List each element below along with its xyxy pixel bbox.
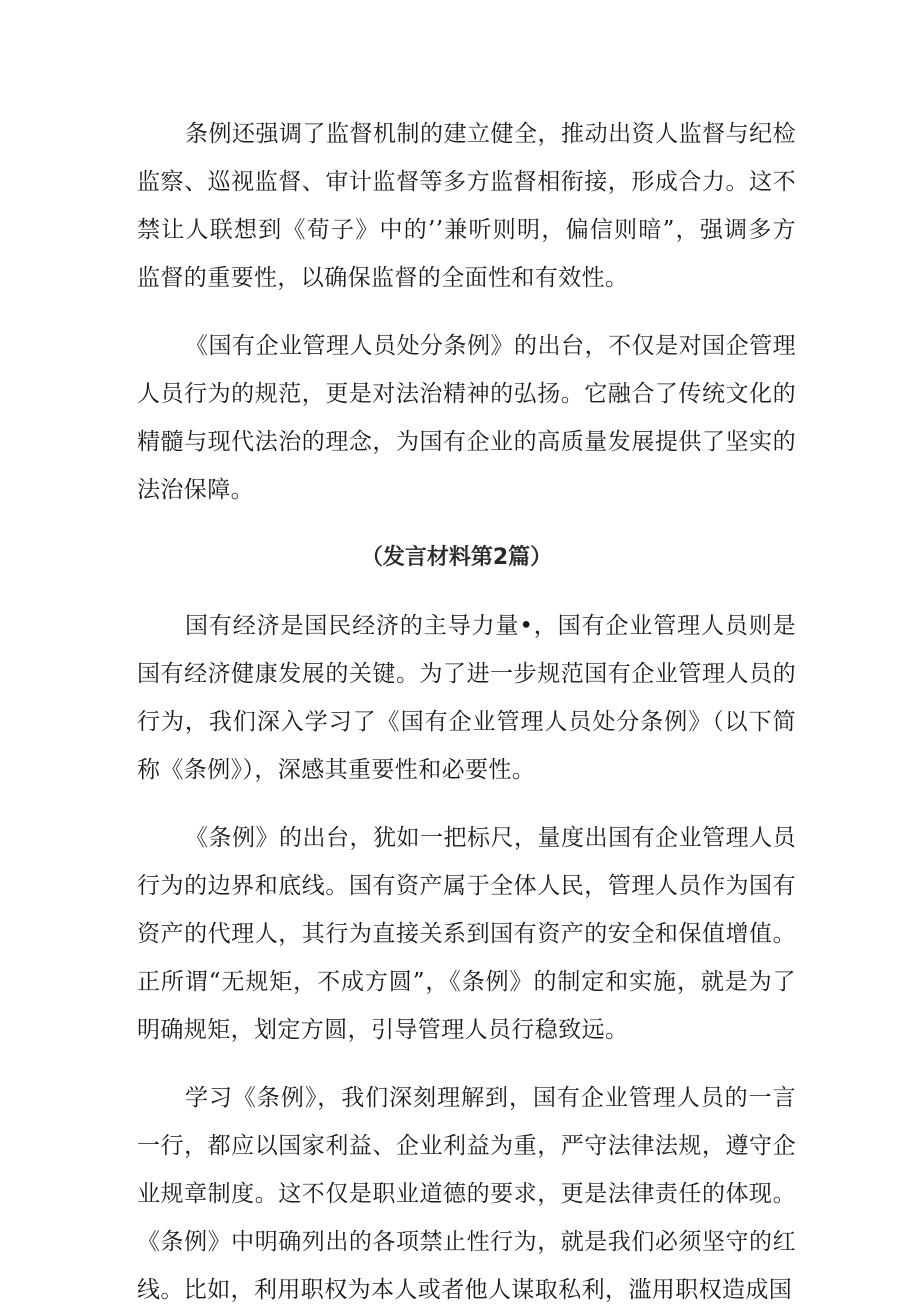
section-heading: （发言材料第2篇） [360, 545, 553, 570]
paragraph-supervision-mechanism: 条例还强调了监督机制的建立健全，推动出资人监督与纪检监察、巡视监督、审计监督等多方监督相衔接，形成合力。这不禁让人联想到《荀子》中的’’兼听则明，偏信则暗”，强调多方监督的重要性，以确保监督的全面性和有效性。 [137, 121, 796, 291]
paragraph-gap [137, 514, 796, 534]
paragraph-study-regulations: 学习《条例》，我们深刻理解到，国有企业管理人员的一言一行，都应以国家利益、企业利益为重，严守法律法规，遵守企业规章制度。这不仅是职业道德的要求，更是法律责任的体现。《条例》中明确列出的各项禁止性行为，就是我们必须坚守的红线。比如，利用职权为本人或者他人谋取私利，滥用职权造成国 [137, 1085, 796, 1303]
paragraph-gap [137, 794, 796, 814]
paragraph-state-economy: 国有经济是国民经济的主导力量•，国有企业管理人员则是国有经济健康发展的关键。为了进一步规范国有企业管理人员的行为，我们深入学习了《国有企业管理人员处分条例》（以下简称《条例》），深感其重要性和必要性。 [137, 613, 796, 783]
paragraph-gap [137, 582, 796, 602]
paragraph-measuring-ruler: 《条例》的出台，犹如一把标尺，量度出国有企业管理人员行为的边界和底线。国有资产属于全体人民，管理人员作为国有资产的代理人，其行为直接关系到国有资产的安全和保值增值。正所谓“无规矩，不成方圆”，《条例》的制定和实施，就是为了明确规矩，划定方圆，引导管理人员行稳致远。 [137, 825, 796, 1043]
paragraph-gap [137, 1054, 796, 1074]
paragraph-gap [137, 302, 796, 322]
paragraph-regulation-significance: 《国有企业管理人员处分条例》的出台，不仅是对国企管理人员行为的规范，更是对法治精神的弘扬。它融合了传统文化的精髓与现代法治的理念，为国有企业的高质量发展提供了坚实的法治保障。 [137, 333, 796, 503]
